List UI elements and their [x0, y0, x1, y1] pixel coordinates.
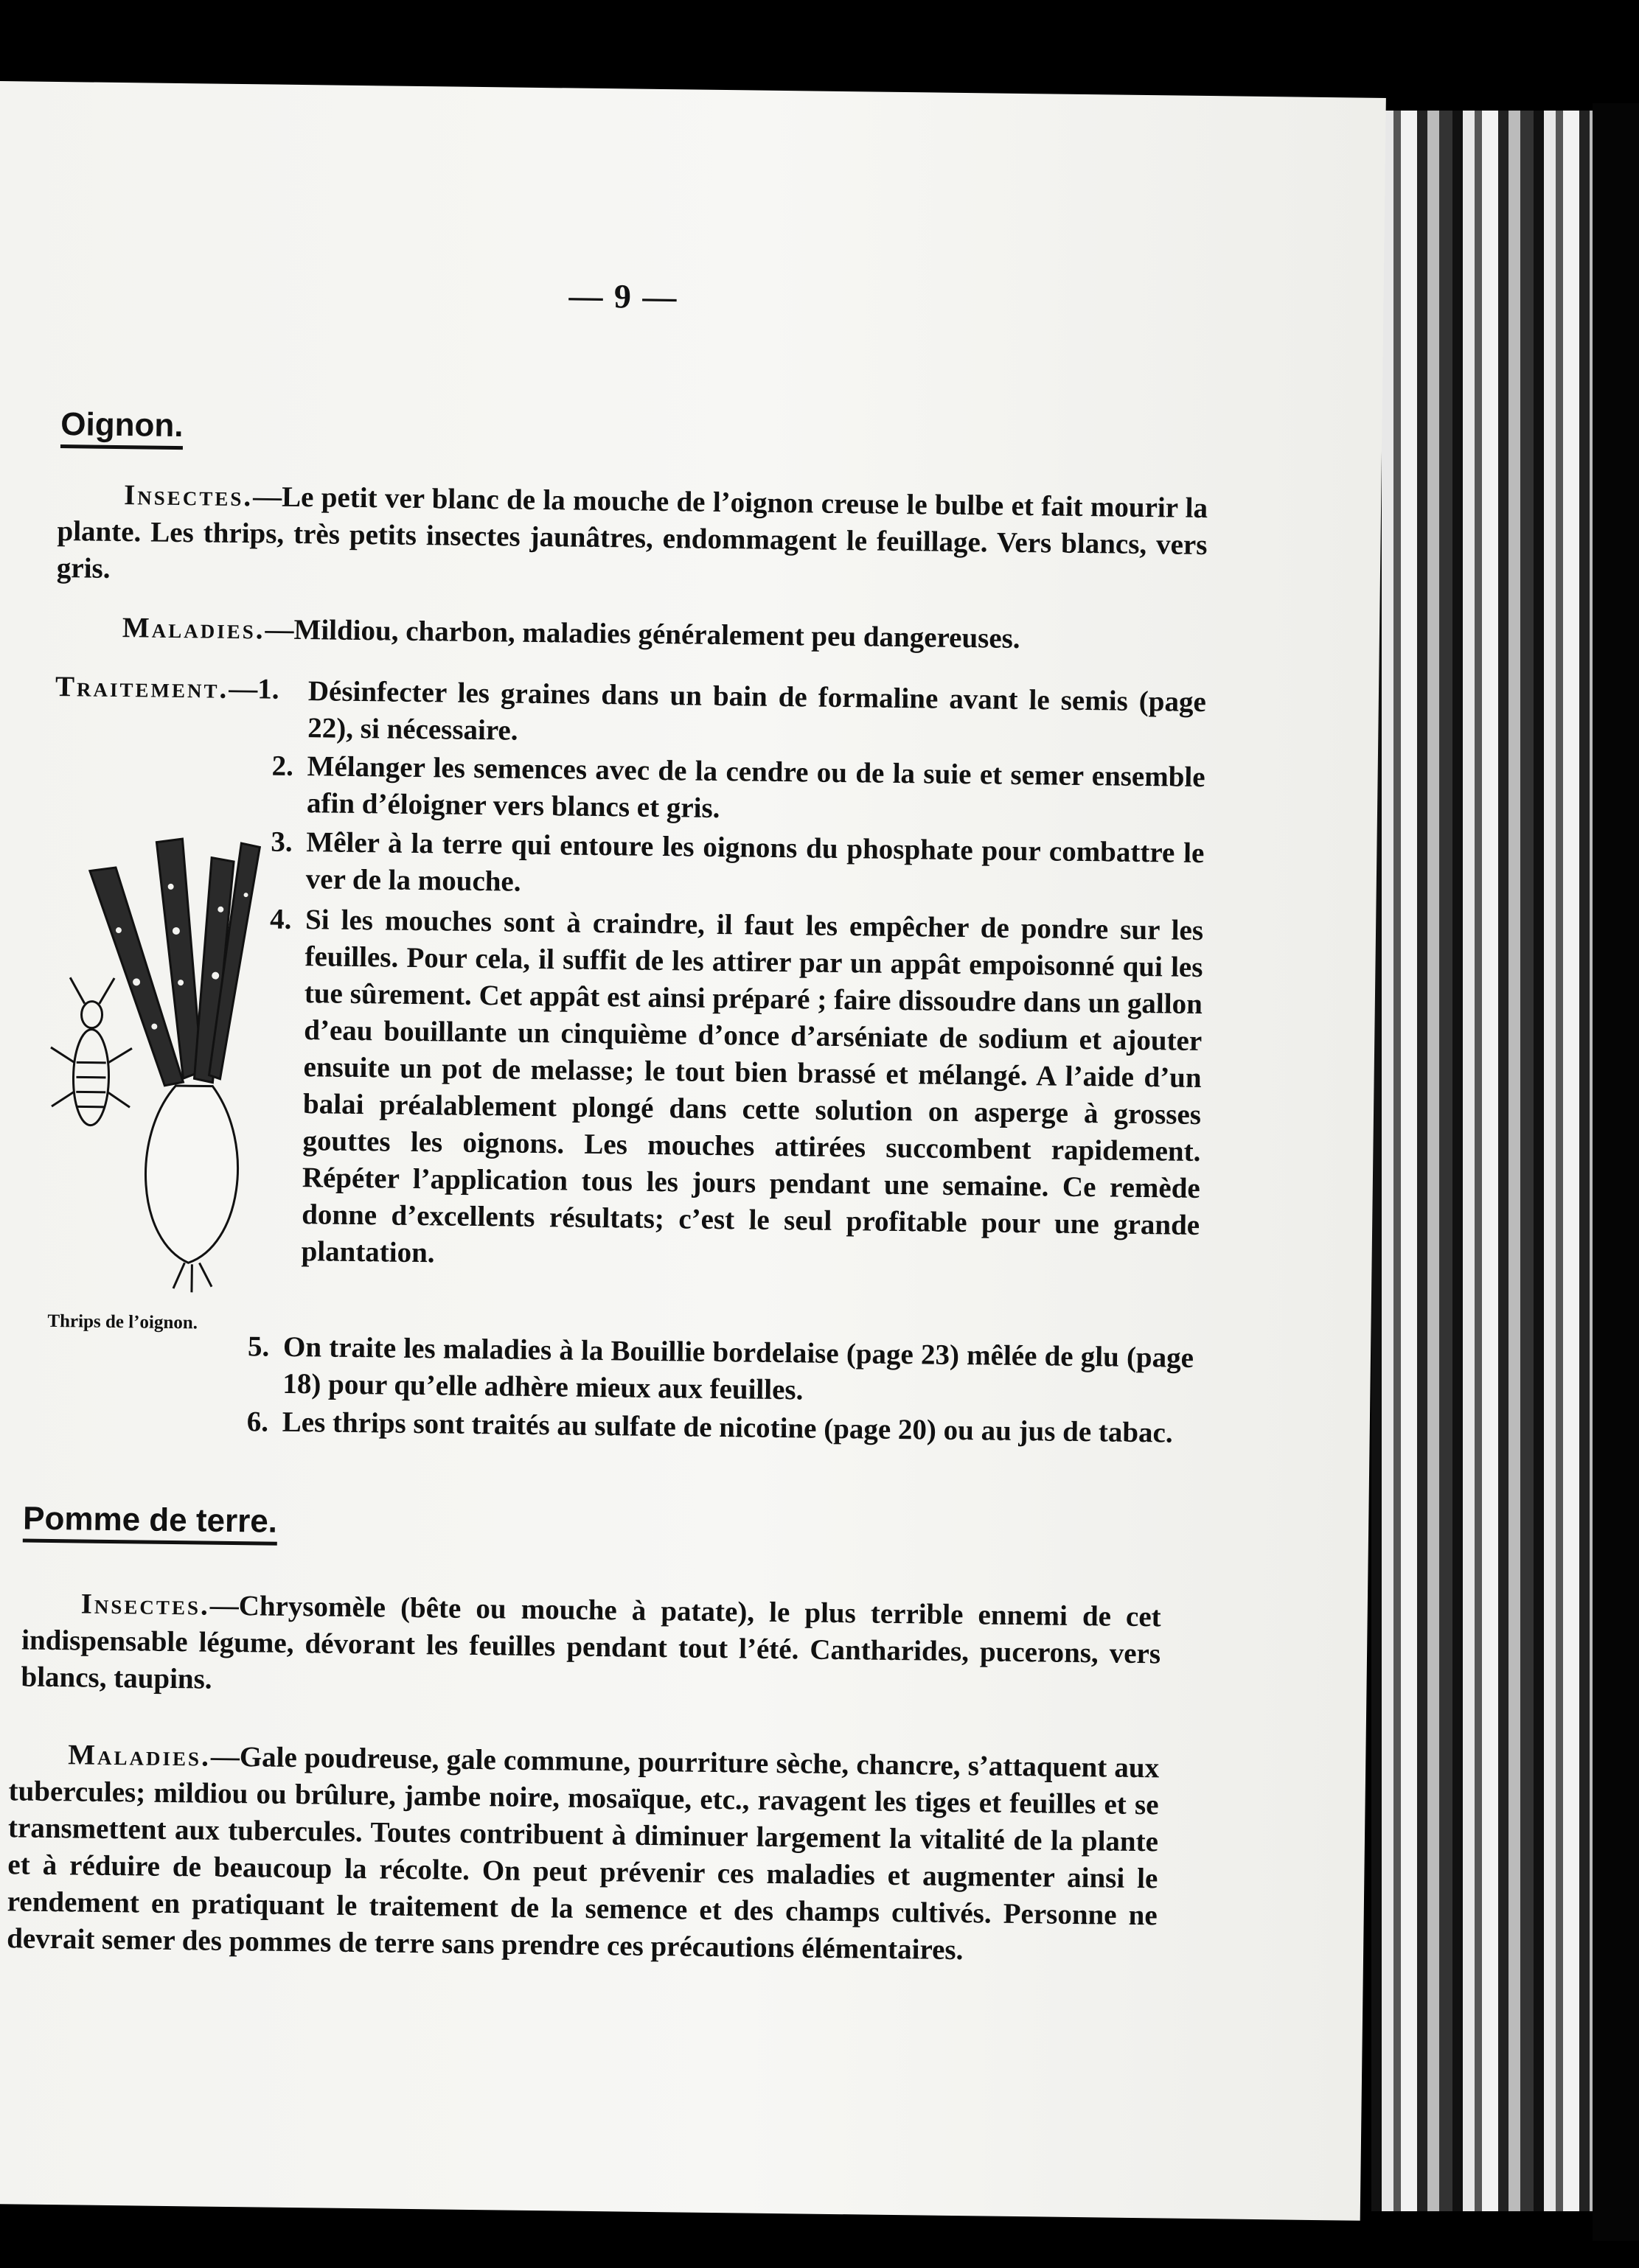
item-text: Mêler à la terre qui entoure les oignons du phosphate pour combattre le ver de la mouche.	[305, 826, 1205, 898]
item-text: Si les mouches sont à craindre, il faut les empêcher de pondre sur les feuilles. Pour cela, il suffit de les attirer par un appât empoisonné qui les tue sûrement. Cet appât est ainsi préparé ; faire dissoudre dans un gallon d’eau bouillante un cinquième d’once d’arséniate de sodium et ajouter ensuite un pot de melasse; le tout bien brassé et mélangé. A l’aide d’un balai préalablement plongé dans cette solution on asperge à grosses gouttes les oignons. Les mouches attirées succombent rapidement. Répéter l’application tous les jours pendant une semaine. Ce remède donne d’excellents résultats; c’est le seul profitable pour une grande plantation.	[301, 904, 1204, 1269]
pomme-insectes-paragraph	[21, 1585, 1161, 1710]
insectes-text: —Chrysomèle (bête ou mouche à patate), le plus terrible ennemi de cet indispensable légume, dévorant les feuilles pendant tout l’été. Cantharides, pucerons, vers blancs, taupins.	[21, 1589, 1161, 1695]
item-text: Mélanger les semences avec de la cendre ou de la suie et semer ensemble afin d’éloigner vers blancs et gris.	[306, 750, 1205, 825]
page-number: — 9 —	[568, 276, 678, 316]
document-page	[0, 81, 1386, 2221]
oignon-maladies-paragraph	[56, 609, 1206, 660]
maladies-heading: Maladies.	[122, 612, 265, 646]
traitement-item-1: Désinfecter les graines dans un bain de formaline avant le semis (page 22), si nécessaire.	[307, 675, 1207, 747]
oignon-insectes-paragraph	[57, 476, 1208, 601]
onion-leaves	[87, 838, 260, 1087]
maladies-text: —Gale poudreuse, gale commune, pourriture sèche, chancre, s’attaquent aux tubercules; mildiou ou brûlure, jambe noire, mosaïque, etc., ravagent les tiges et feuilles et se transmettent aux tubercules. Toutes contribuent à diminuer largement la vitalité de la plante et à réduire de beaucoup la récolte. On peut prévenir ces maladies et augmenter ainsi le rendement en pratiquant le traitement de la semence et des champs cultivés. Personne ne devrait semer des pommes de terre sans prendre ces précautions élémentaires.	[6, 1740, 1160, 1967]
item-text: Les thrips sont traités au sulfate de nicotine (page 20) ou au jus de tabac.	[282, 1406, 1173, 1449]
section-title-pomme-de-terre: Pomme de terre.	[23, 1501, 277, 1546]
traitement-heading-line	[55, 670, 279, 706]
book-binding-edge	[1371, 111, 1607, 2211]
traitement-item-2	[271, 748, 1205, 833]
insectes-heading: Insectes.	[80, 1588, 211, 1622]
scan-border	[1593, 103, 1639, 2241]
traitement-heading: Traitement.	[55, 670, 229, 705]
traitement-item-4	[269, 901, 1204, 1281]
item-number: 4.	[269, 903, 292, 935]
onion-roots	[173, 1263, 212, 1293]
item-number: 6.	[246, 1406, 269, 1438]
onion-thrips-illustration	[41, 826, 275, 1301]
thrips-insect	[50, 977, 133, 1126]
traitement-item-5	[247, 1329, 1194, 1414]
item-number: 5.	[247, 1330, 270, 1363]
section-title-oignon: Oignon.	[60, 406, 184, 450]
item-number: 3.	[271, 826, 293, 858]
insectes-heading: Insectes.	[123, 479, 254, 513]
maladies-text: —Mildiou, charbon, maladies généralement peu dangereuses.	[265, 613, 1020, 655]
insectes-text: —Le petit ver blanc de la mouche de l’oignon creuse le bulbe et fait mourir la plante. Les thrips, très petits insectes jaunâtres, endommagent le feuillage. Vers blancs, vers gris.	[56, 481, 1208, 585]
maladies-heading: Maladies.	[68, 1739, 212, 1773]
onion-bulb	[145, 1086, 239, 1264]
pomme-maladies-paragraph	[7, 1736, 1160, 1971]
traitement-dash: —1.	[228, 672, 279, 705]
traitement-item-3	[271, 824, 1205, 909]
figure-caption: Thrips de l’oignon.	[47, 1311, 198, 1333]
item-number: 2.	[271, 750, 294, 782]
item-text: On traite les maladies à la Bouillie bordelaise (page 23) mêlée de glu (page 18) pour qu’elle adhère mieux aux feuilles.	[282, 1330, 1194, 1406]
